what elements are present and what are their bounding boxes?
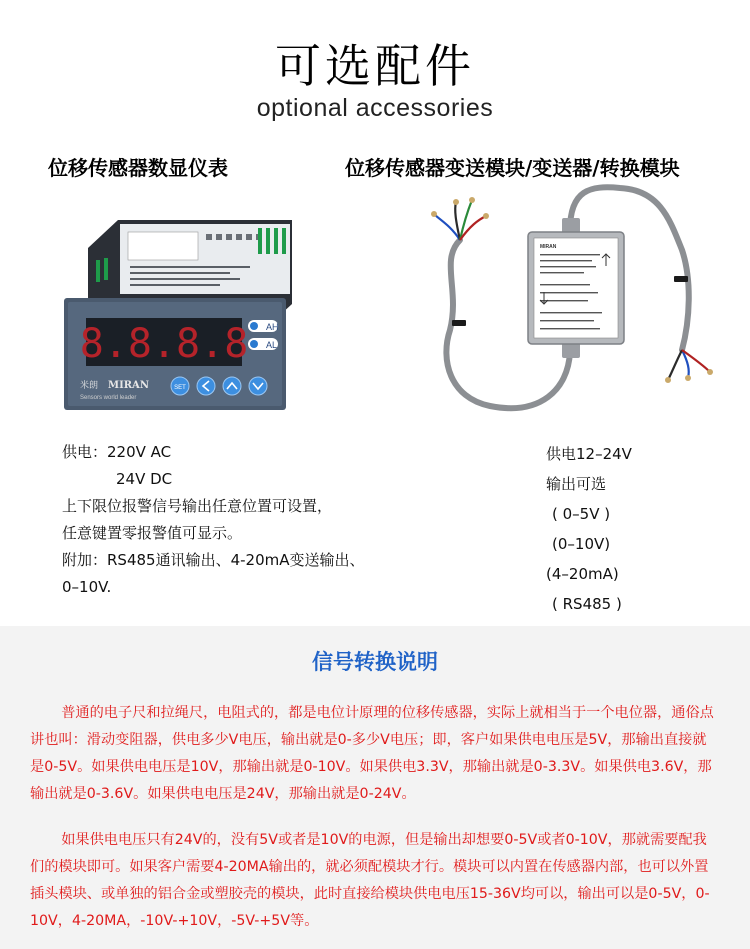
spec-output-rs485: ( RS485 ) <box>552 595 622 613</box>
ah-indicator-label: AH <box>266 322 279 332</box>
page-title: 可选配件 <box>275 39 475 93</box>
module-brand-label: MIRAN <box>540 244 557 250</box>
set-button-label: SET <box>174 385 186 391</box>
brand-tagline: Sensors world leader <box>80 395 137 401</box>
left-arrow-button[interactable] <box>197 377 215 395</box>
meter-specs <box>62 439 365 601</box>
explanation-paragraph-2: 如果供电电压只有24V的，没有5V或者是10V的电源，但是输出却想要0-5V或者0-10V，那就需要配我们的模块即可。如果客户需要4-20MA输出的，就必须配模块才行。模块可以内置在传感器内部，也可以外置插头模块、或单独的铝合金或塑胶壳的模块，此时直接给模块供电电压15-36V均可以，输出可以是0-5V，0-10V，4-20MA，-10V-+10V，-5V-+5V等。 <box>30 832 710 929</box>
spec-output-0-5v: ( 0–5V ) <box>552 505 611 523</box>
spec-extra-cont: 0–10V. <box>62 578 112 596</box>
al-led-icon <box>250 340 258 348</box>
spec-supply: 供电12–24V <box>546 445 632 463</box>
ah-led-icon <box>250 322 258 330</box>
al-indicator-label: AL <box>266 340 278 350</box>
transmitter-module-image <box>420 180 720 420</box>
spec-output-options: 输出可选 <box>546 475 607 493</box>
explanation-paragraph-1: 普通的电子尺和拉绳尺，电阻式的，都是电位计原理的位移传感器，实际上就相当于一个电位器，通俗点讲也叫：滑动变阻器，供电多少V电压，输出就是0-多少V电压；即，客户如果供电电压是5V，那输出直接就是0-5V。如果供电电压是10V，那输出就是0-10V。如果供电3.3V，那输出就是0-3.3V。如果供电3.6V，那输出就是0-3.6V。如果供电电压是24V，那输出就是0-24V。 <box>30 705 714 802</box>
spec-alarm: 上下限位报警信号输出任意位置可设置， <box>62 497 333 515</box>
spec-zero: 任意键置零报警值可显示。 <box>62 524 243 542</box>
spec-output-4-20ma: (4–20mA) <box>546 565 619 583</box>
panel-meter-image <box>58 208 304 420</box>
section-title: 信号转换说明 <box>312 650 438 674</box>
spec-extra: 附加：RS485通讯输出、4-20mA变送输出、 <box>62 551 365 569</box>
spec-output-0-10v: (0–10V) <box>552 535 611 553</box>
brand-logo: MIRAN <box>108 380 149 391</box>
page-subtitle: optional accessories <box>256 94 494 122</box>
signal-conversion-section <box>0 626 750 949</box>
brand-cn-label: 米朗 <box>80 381 99 391</box>
module-specs <box>546 439 632 619</box>
up-arrow-button[interactable] <box>223 377 241 395</box>
down-arrow-button[interactable] <box>249 377 267 395</box>
spec-power: 供电：220V AC <box>62 443 172 461</box>
module-product-title: 位移传感器变送模块/变送器/转换模块 <box>345 156 680 180</box>
meter-product-title: 位移传感器数显仪表 <box>48 156 228 180</box>
meter-display-digits: 8.8.8.8 <box>79 321 249 367</box>
spec-power-dc: 24V DC <box>116 470 173 488</box>
